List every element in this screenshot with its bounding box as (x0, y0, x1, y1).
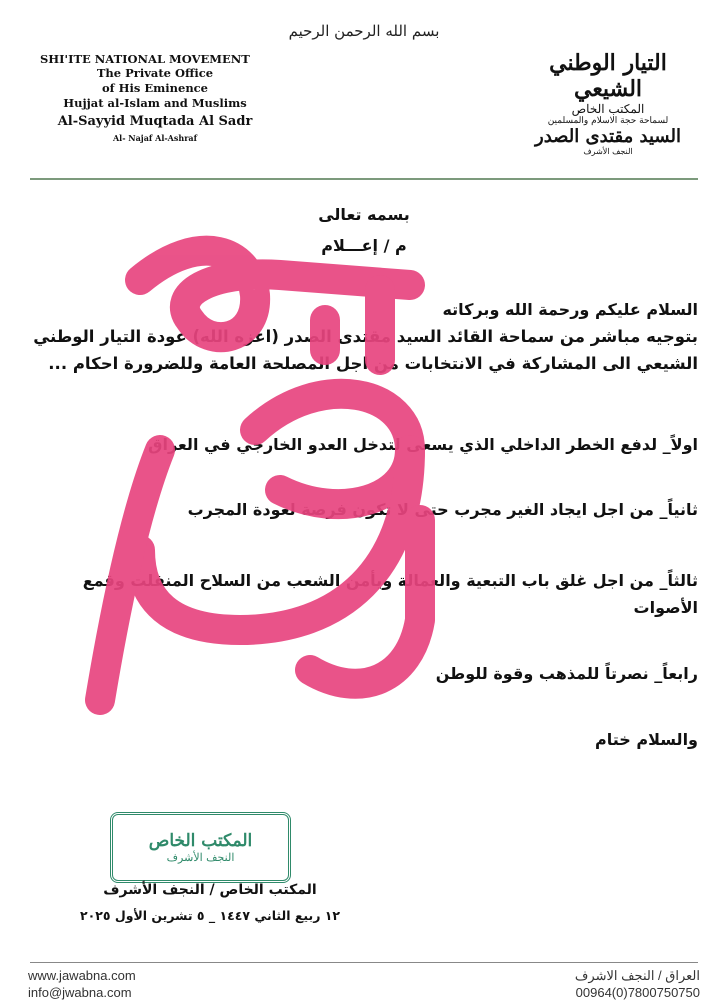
letter-opening: بسمه تعالى (318, 205, 410, 224)
footer-contact-ar (575, 967, 700, 1001)
movement-name-ar: التيار الوطني الشيعي (549, 50, 667, 102)
closing: والسلام ختام (595, 730, 698, 749)
footer-phone: 00964(0)7800750750 (575, 985, 700, 1000)
header-divider (30, 178, 698, 180)
forged-stamp (80, 200, 520, 740)
intro-paragraph: بتوجيه مباشر من سماحة القائد السيد مقتدى الصدر (اعزه الله) عودة التيار الوطني الشيعي الى المشاركة في الانتخابات من اجل المصلحة العامة وللضرورة احكام ... (33, 327, 698, 373)
point-4: رابعاً_ نصرتاً للمذهب وقوة للوطن (435, 664, 698, 683)
office-line: The Private Office (96, 66, 214, 80)
city: Al- Najaf Al-Ashraf (112, 133, 198, 143)
leader-name: Al-Sayyid Muqtada Al Sadr (57, 114, 253, 129)
footer-contact-en (28, 967, 136, 1001)
title-ar: لسماحة حجة الاسلام والمسلمين (547, 116, 669, 126)
signature-office: المكتب الخاص / النجف الأشرف (103, 882, 317, 898)
email-link[interactable]: info@jwabna.com (28, 985, 132, 1000)
signature-date: ١٢ ربيع الثاني ١٤٤٧ _ ٥ تشرين الأول ٢٠٢٥ (79, 908, 341, 923)
header-arabic (513, 50, 703, 156)
leader-name-ar: السيد مقتدى الصدر (535, 126, 681, 147)
greeting: السلام عليكم ورحمة الله وبركاته (442, 300, 698, 319)
movement-name: SHI'ITE NATIONAL MOVEMENT (40, 52, 250, 66)
office-line: Hujjat al-Islam and Muslims (63, 96, 247, 110)
basmala: بسم الله الرحمن الرحيم (288, 22, 440, 40)
point-2: ثانياً_ من اجل ايجاد الغير مجرب حتى لا تكون فرصة لعودة المجرب (187, 500, 698, 519)
footer-divider (30, 962, 698, 963)
seal-line-1: المكتب الخاص (148, 831, 253, 851)
office-ar: المكتب الخاص (571, 102, 645, 116)
office-seal (110, 812, 291, 883)
letter-subject: م / إعـــلام (321, 236, 407, 255)
seal-line-2: النجف الأشرف (166, 851, 235, 864)
point-1: اولاً_ لدفع الخطر الداخلي الذي يسعى لتدخل العدو الخارجي في العراق (148, 435, 698, 454)
city-ar: النجف الأشرف (583, 147, 633, 156)
office-line: of His Eminence (102, 81, 208, 95)
header-english (30, 52, 280, 143)
point-3: ثالثاً_ من اجل غلق باب التبعية والعمالة ويأمن الشعب من السلاح المنفلت وقمع الأصوات (82, 571, 698, 617)
footer-location: العراق / النجف الاشرف (574, 968, 700, 983)
website-link[interactable]: www.jawabna.com (28, 968, 136, 983)
